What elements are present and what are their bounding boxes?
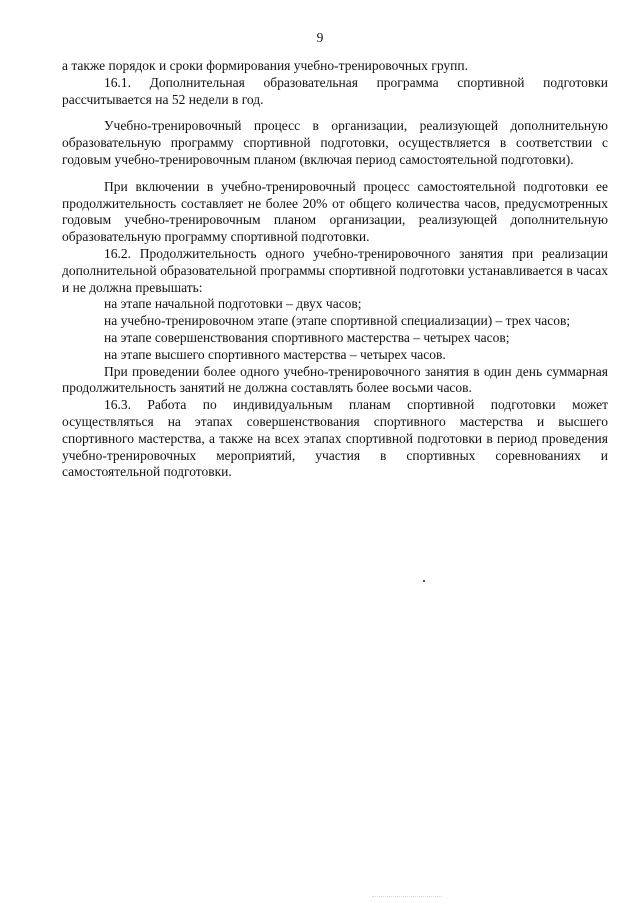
list-item-initial-stage: на этапе начальной подготовки – двух часов; [104,296,362,312]
scan-speck [423,580,425,582]
scan-edge-artifact [372,896,442,903]
list-item-higher-mastery-stage: на этапе высшего спортивного мастерства – четырех часов. [104,346,446,362]
paragraph-16-2: 16.2. Продолжительность одного учебно-тренировочного занятия при реализации дополнительной образовательной программы спортивной подготовки устанавливается в часах и не должна превышать: [62,245,608,295]
list-item-improvement-stage: на этапе совершенствования спортивного мастерства – четырех часов; [104,329,510,345]
page-number: 9 [316,30,324,45]
paragraph-multiple-sessions: При проведении более одного учебно-тренировочного занятия в один день суммарная продолжительность занятий не должна составлять более восьми часов. [62,363,608,396]
paragraph-training-process: Учебно-тренировочный процесс в организации, реализующей дополнительную образовательную программу спортивной подготовки, осуществляется в соответствии с годовым учебно-тренировочным планом (включая период самостоятельной подготовки). [62,118,608,167]
paragraph-continuation: а также порядок и сроки формирования учебно-тренировочных групп. [62,58,468,73]
list-item-training-stage: на учебно-тренировочном этапе (этапе спортивной специализации) – трех часов; [104,313,571,329]
paragraph-16-1: 16.1. Дополнительная образовательная программа спортивной подготовки рассчитывается на 52 недели в год. [62,74,608,107]
paragraph-16-3: 16.3. Работа по индивидуальным планам спортивной подготовки может осуществляться на этапах совершенствования спортивного мастерства и высшего спортивного мастерства, а также на всех этапах спортивной подготовки в период проведения учебно-тренировочных мероприятий, участия в спортивных соревнованиях и самостоятельной подготовки. [62,397,608,480]
paragraph-self-preparation: При включении в учебно-тренировочный процесс самостоятельной подготовки ее продолжительность составляет не более 20% от общего количества часов, предусмотренных годовым учебно-тренировочным планом организации, реализующей дополнительную образовательную программу спортивной подготовки. [62,178,608,245]
document-body [62,58,608,481]
